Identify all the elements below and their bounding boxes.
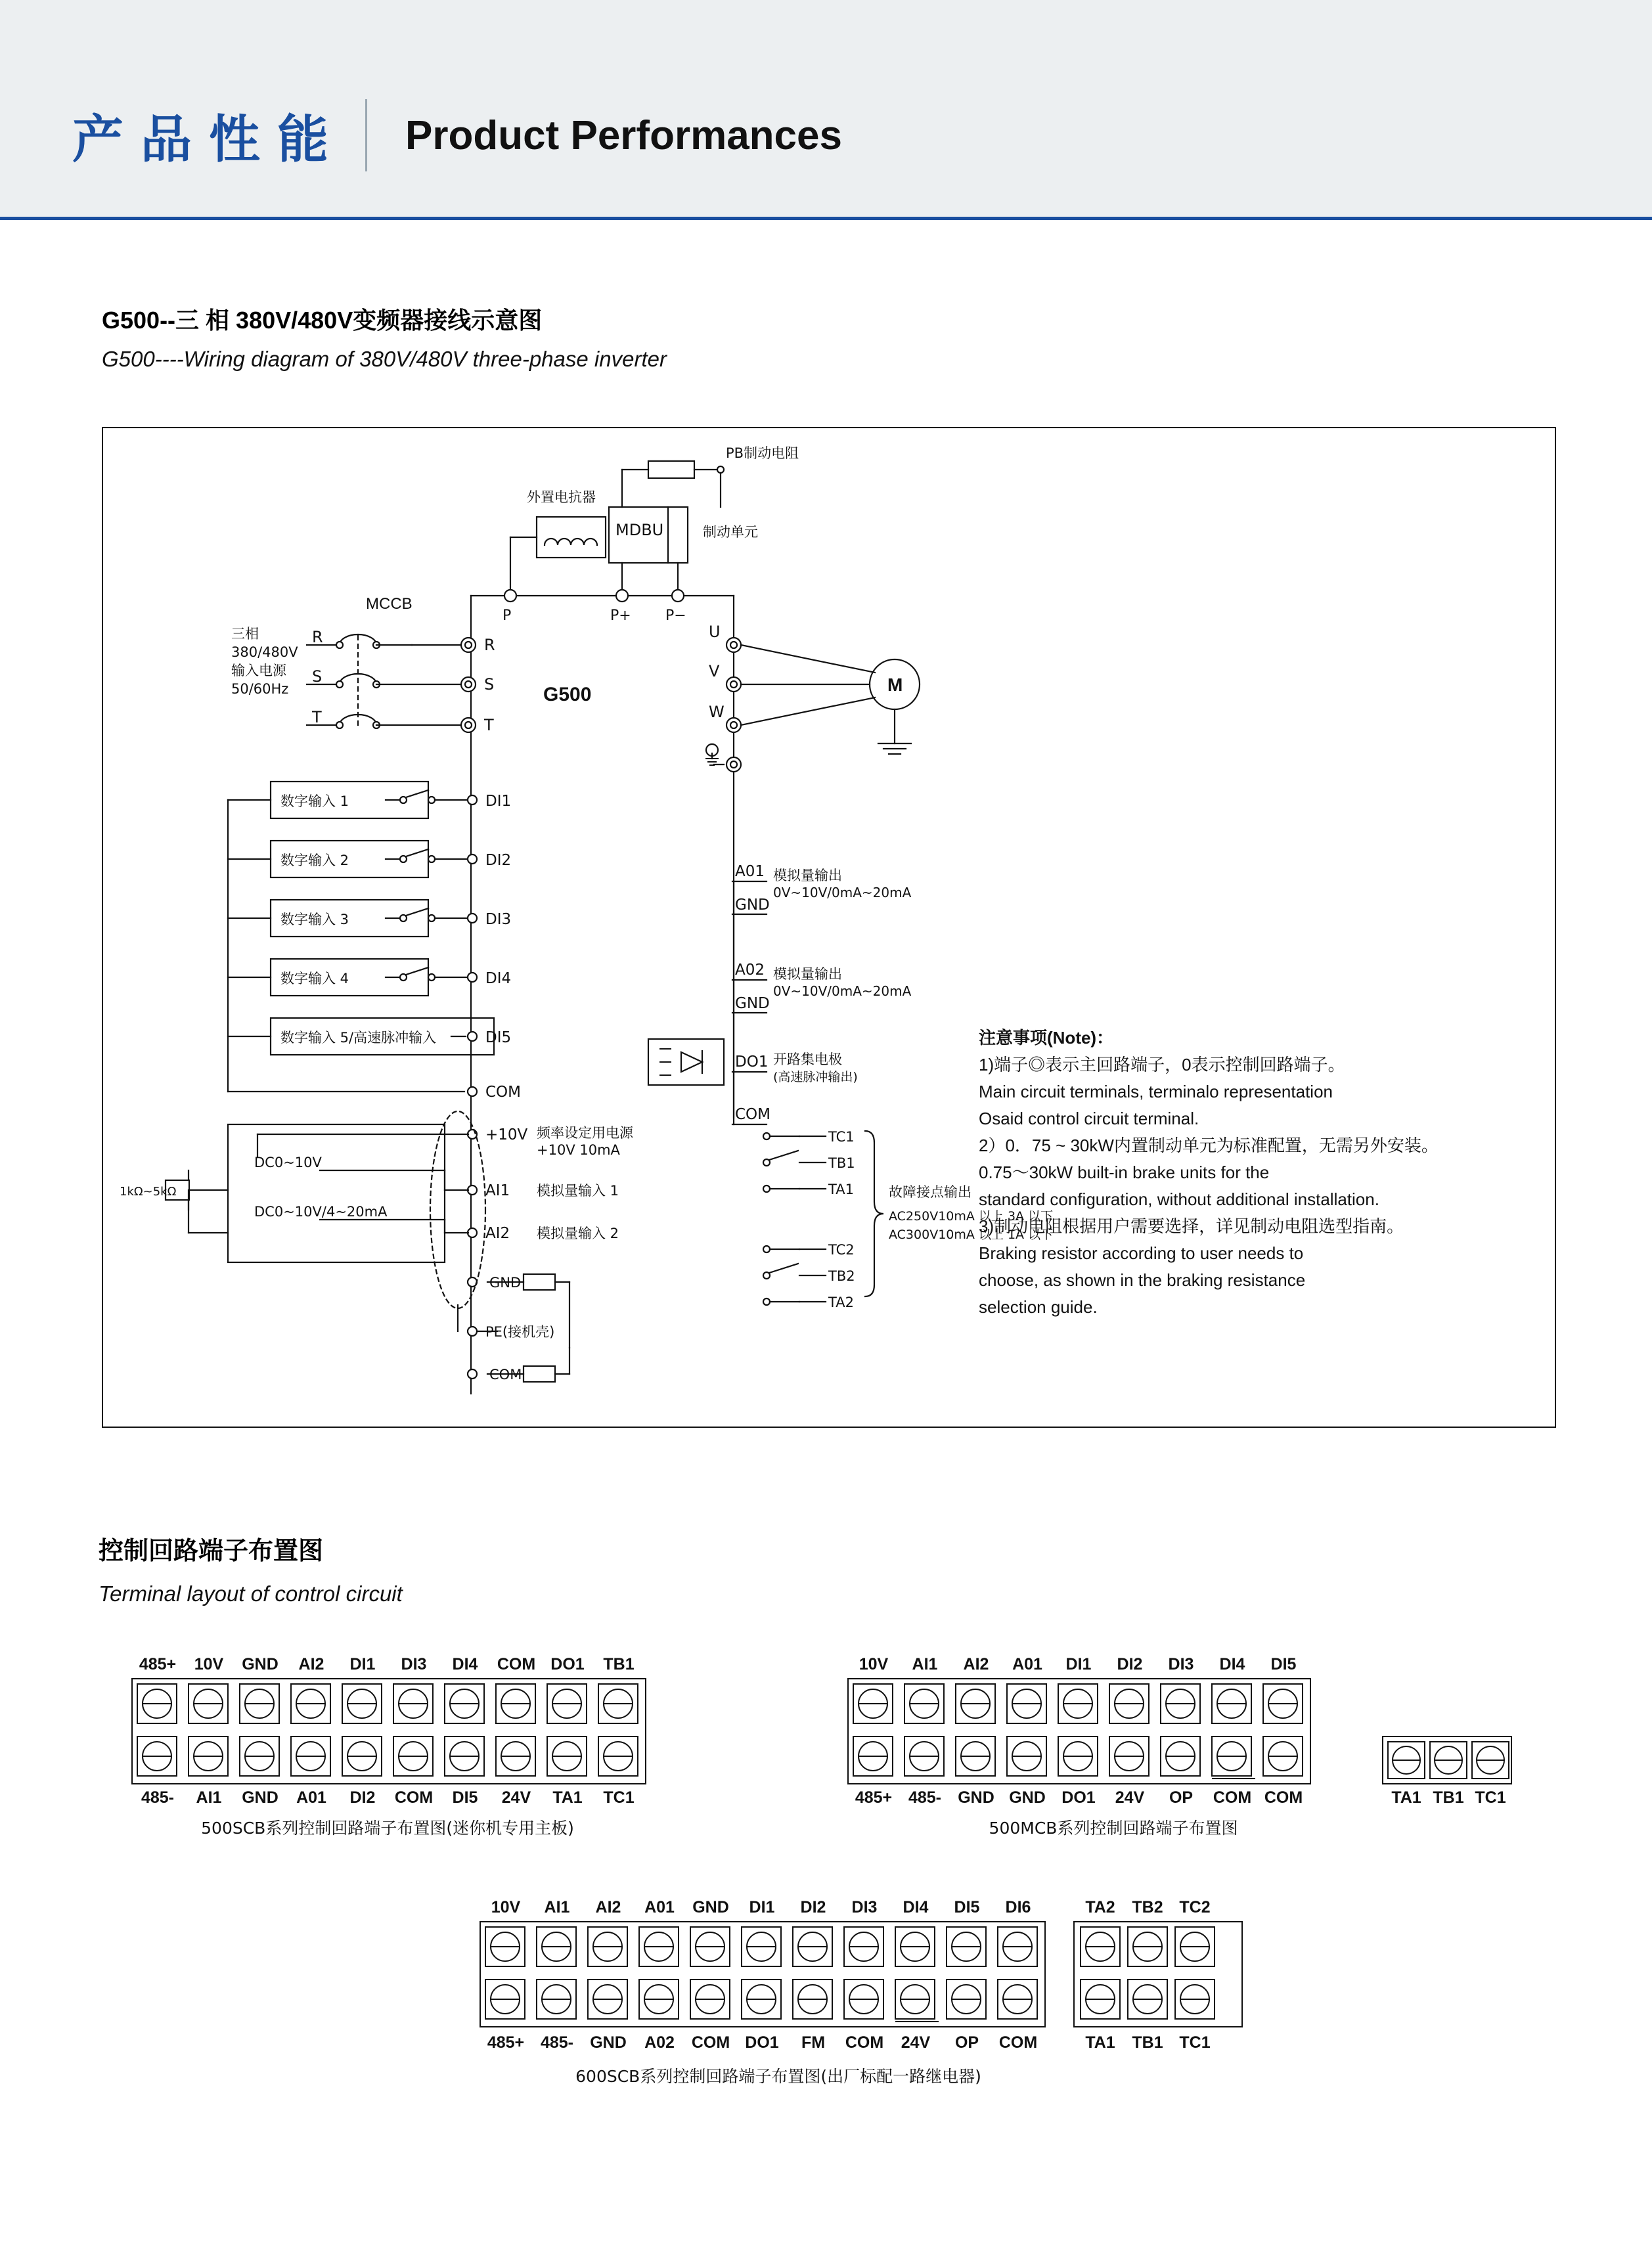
b1-bot-3: A01 xyxy=(296,1788,326,1807)
label-PE: PE(接机壳) xyxy=(485,1324,555,1340)
b2-top-8: DI5 xyxy=(1270,1655,1297,1673)
b2-top-2: AI2 xyxy=(963,1655,989,1673)
b2-bot-0: 485+ xyxy=(855,1788,893,1807)
b3-botr-0: TA1 xyxy=(1085,2033,1115,2052)
b1-top-2: GND xyxy=(242,1655,279,1673)
b3-top-7: DI3 xyxy=(851,1898,878,1916)
b2-botr-1: TB1 xyxy=(1433,1788,1464,1807)
label-U: U xyxy=(709,623,721,641)
b3-top-8: DI4 xyxy=(903,1898,929,1916)
b1-caption: 500SCB系列控制回路端子布置图(迷你机专用主板) xyxy=(201,1819,574,1838)
note-title: 注意事项(Note)： xyxy=(979,1028,1114,1048)
b3-topr-1: TB2 xyxy=(1132,1898,1163,1916)
terminal-block-500scb xyxy=(122,1655,700,1855)
label-dc2: DC0~10V/4~20mA xyxy=(254,1204,388,1220)
label-motor: M xyxy=(887,675,903,695)
label-terminal-R: R xyxy=(484,636,495,654)
b2-bot-2: GND xyxy=(958,1788,994,1807)
label-COM-di: COM xyxy=(485,1084,522,1101)
b1-top-5: DI3 xyxy=(401,1655,427,1673)
label-ao1-note1: 模拟量输出 xyxy=(773,868,842,883)
label-terminal-T: T xyxy=(484,716,494,734)
b1-bot-5: COM xyxy=(394,1788,434,1807)
b2-botr-2: TC1 xyxy=(1475,1788,1506,1807)
section2-title-cn: 控制回路端子布置图 xyxy=(99,1538,324,1565)
label-src2: 380/480V xyxy=(231,644,298,660)
terminal-layout-section xyxy=(102,1655,1553,2167)
banner-rule xyxy=(0,217,1652,220)
b3-bot-9: OP xyxy=(954,2033,979,2052)
b1-bot-0: 485- xyxy=(141,1788,175,1807)
b3-bot-2: GND xyxy=(590,2033,627,2052)
label-COM-bottom: COM xyxy=(489,1367,522,1383)
label-ao2-note1: 模拟量输出 xyxy=(773,966,842,982)
label-resistance: 1kΩ~5kΩ xyxy=(120,1185,177,1199)
b3-botr-2: TC1 xyxy=(1179,2033,1211,2052)
label-A02: A02 xyxy=(735,962,765,979)
b3-top-0: 10V xyxy=(491,1898,521,1916)
b1-top-9: TB1 xyxy=(603,1655,635,1673)
label-P: P xyxy=(502,608,512,624)
b2-top-0: 10V xyxy=(859,1655,889,1673)
b3-bot-6: FM xyxy=(801,2033,826,2052)
label-relay-spec1: AC250V10mA 以上 3A 以下 xyxy=(889,1209,1054,1224)
note-line-4: 2）0．75 ~ 30kW内置制动单元为标准配置，无需另外安装。 xyxy=(979,1136,1439,1155)
b3-topr-2: TC2 xyxy=(1179,1898,1211,1916)
label-10V: +10V xyxy=(485,1126,528,1143)
label-10v-note1: 频率设定用电源 xyxy=(537,1125,633,1141)
label-src4: 50/60Hz xyxy=(231,681,289,697)
terminal-block-500mcb xyxy=(837,1655,1534,1855)
b2-top-4: DI1 xyxy=(1065,1655,1092,1673)
label-di3: 数字输入 3 xyxy=(280,912,349,927)
b1-top-6: DI4 xyxy=(452,1655,478,1673)
label-GND: GND xyxy=(489,1275,522,1291)
label-di5: 数字输入 5/高速脉冲输入 xyxy=(280,1030,437,1046)
b2-botr-0: TA1 xyxy=(1391,1788,1421,1807)
b3-top-10: DI6 xyxy=(1005,1898,1031,1916)
b1-bot-7: 24V xyxy=(501,1788,531,1807)
note-line-9: choose, as shown in the braking resistance xyxy=(979,1270,1306,1290)
b2-top-7: DI4 xyxy=(1219,1655,1245,1673)
b1-top-0: 485+ xyxy=(139,1655,177,1673)
b1-bot-1: AI1 xyxy=(196,1788,222,1807)
page-header-banner xyxy=(0,0,1652,217)
label-terminal-S: S xyxy=(484,675,495,694)
section2-title-en: Terminal layout of control circuit xyxy=(99,1582,403,1606)
label-DO1: DO1 xyxy=(735,1053,769,1071)
b3-botr-1: TB1 xyxy=(1132,2033,1163,2052)
b3-top-9: DI5 xyxy=(954,1898,980,1916)
label-pb: PB制动电阻 xyxy=(726,445,799,461)
b3-top-3: A01 xyxy=(644,1898,675,1916)
note-line-1: 1)端子◎表示主回路端子，0表示控制回路端子。 xyxy=(979,1055,1345,1074)
label-DI2: DI2 xyxy=(485,852,512,869)
label-P-minus: P− xyxy=(665,608,686,624)
label-A01: A01 xyxy=(735,863,765,880)
b2-bot-6: OP xyxy=(1169,1788,1194,1807)
label-COM-do: COM xyxy=(735,1106,771,1123)
label-GND-1: GND xyxy=(735,897,770,914)
label-do-note2: (高速脉冲输出) xyxy=(773,1070,858,1084)
b3-bot-8: 24V xyxy=(901,2033,931,2052)
label-TC1: TC1 xyxy=(828,1129,855,1145)
label-TC2: TC2 xyxy=(828,1242,855,1258)
label-TA2: TA2 xyxy=(828,1295,854,1310)
b3-top-6: DI2 xyxy=(800,1898,826,1916)
b3-bot-3: A02 xyxy=(644,2033,675,2052)
note-line-7: 3)制动电阻根据用户需要选择，详见制动电阻选型指南。 xyxy=(979,1216,1404,1236)
b1-bot-8: TA1 xyxy=(552,1788,583,1807)
b3-bot-4: COM xyxy=(691,2033,730,2052)
label-W: W xyxy=(709,703,725,721)
label-AI1: AI1 xyxy=(485,1182,510,1199)
b3-top-4: GND xyxy=(692,1898,729,1916)
b1-top-7: COM xyxy=(497,1655,536,1673)
label-P-plus: P+ xyxy=(610,608,631,624)
label-src3: 输入电源 xyxy=(231,663,286,678)
section1-title-cn: G500--三 相 380V/480V变频器接线示意图 xyxy=(102,307,543,334)
b3-caption: 600SCB系列控制回路端子布置图(出厂标配一路继电器) xyxy=(575,2067,981,2086)
b1-bot-9: TC1 xyxy=(603,1788,635,1807)
note-block xyxy=(979,1025,1498,1321)
label-device: G500 xyxy=(543,684,592,705)
banner-title-cn: 产品性能 xyxy=(72,110,346,169)
b3-top-1: AI1 xyxy=(544,1898,570,1916)
label-DI3: DI3 xyxy=(485,911,512,928)
label-di4: 数字输入 4 xyxy=(280,971,349,986)
b1-top-8: DO1 xyxy=(550,1655,585,1673)
b1-top-4: DI1 xyxy=(349,1655,376,1673)
note-line-2: Main circuit terminals, terminalo representation xyxy=(979,1082,1333,1101)
label-src1: 三相 xyxy=(231,626,259,642)
label-mdbu: MDBU xyxy=(615,521,664,539)
label-AI2: AI2 xyxy=(485,1225,510,1242)
label-di2: 数字输入 2 xyxy=(280,852,349,868)
label-mccb: MCCB xyxy=(366,595,413,613)
label-di1: 数字输入 1 xyxy=(280,793,349,809)
label-ao2-note2: 0V~10V/0mA~20mA xyxy=(773,983,912,999)
b2-bot-4: DO1 xyxy=(1061,1788,1096,1807)
b2-bot-8: COM xyxy=(1264,1788,1303,1807)
label-T: T xyxy=(312,708,322,726)
b2-caption: 500MCB系列控制回路端子布置图 xyxy=(989,1819,1238,1838)
banner-title-en: Product Performances xyxy=(405,112,843,158)
label-TA1: TA1 xyxy=(828,1182,854,1197)
b3-top-2: AI2 xyxy=(595,1898,621,1916)
section1-title-en: G500----Wiring diagram of 380V/480V three-phase inverter xyxy=(102,347,667,371)
b1-bot-4: DI2 xyxy=(349,1788,376,1807)
b1-top-3: AI2 xyxy=(298,1655,324,1673)
b2-bot-7: COM xyxy=(1213,1788,1252,1807)
b2-bot-5: 24V xyxy=(1115,1788,1145,1807)
b2-bot-3: GND xyxy=(1009,1788,1046,1807)
b3-bot-1: 485- xyxy=(540,2033,574,2052)
b1-top-1: 10V xyxy=(194,1655,224,1673)
note-line-6: standard configuration, without additional installation. xyxy=(979,1189,1379,1209)
label-do-note1: 开路集电极 xyxy=(773,1052,842,1067)
label-DI4: DI4 xyxy=(485,970,512,987)
b2-bot-1: 485- xyxy=(908,1788,942,1807)
label-reactor: 外置电抗器 xyxy=(527,489,596,505)
label-GND-2: GND xyxy=(735,995,770,1012)
b2-top-1: AI1 xyxy=(912,1655,938,1673)
banner-content xyxy=(72,99,842,172)
label-dc1: DC0~10V xyxy=(254,1155,322,1170)
b3-bot-7: COM xyxy=(845,2033,884,2052)
label-DI1: DI1 xyxy=(485,793,512,810)
b3-top-5: DI1 xyxy=(749,1898,775,1916)
label-relay-spec2: AC300V10mA 以上 1A 以下 xyxy=(889,1228,1054,1242)
label-TB1: TB1 xyxy=(828,1155,855,1171)
label-relay-note: 故障接点输出 xyxy=(889,1184,971,1200)
label-S: S xyxy=(312,667,323,686)
label-DI5: DI5 xyxy=(485,1029,512,1046)
b2-top-3: A01 xyxy=(1012,1655,1042,1673)
label-ai1-note: 模拟量输入 1 xyxy=(537,1183,619,1199)
banner-divider xyxy=(365,99,367,171)
b3-bot-5: DO1 xyxy=(745,2033,779,2052)
b3-bot-0: 485+ xyxy=(487,2033,525,2052)
note-line-5: 0.75～30kW built-in brake units for the xyxy=(979,1162,1270,1182)
terminal-block-600scb xyxy=(470,1898,1291,2112)
note-line-8: Braking resistor according to user needs to xyxy=(979,1243,1304,1263)
label-TB2: TB2 xyxy=(828,1268,855,1284)
label-V: V xyxy=(709,662,720,680)
label-R: R xyxy=(312,628,323,646)
b1-bot-2: GND xyxy=(242,1788,279,1807)
note-line-3: Osaid control circuit terminal. xyxy=(979,1109,1199,1128)
b3-bot-10: COM xyxy=(998,2033,1038,2052)
label-10v-note2: +10V 10mA xyxy=(537,1142,620,1158)
b2-top-6: DI3 xyxy=(1168,1655,1194,1673)
b2-top-5: DI2 xyxy=(1117,1655,1143,1673)
label-ai2-note: 模拟量输入 2 xyxy=(537,1226,619,1241)
note-line-10: selection guide. xyxy=(979,1297,1098,1317)
label-brake-unit: 制动单元 xyxy=(703,524,758,540)
b1-bot-6: DI5 xyxy=(452,1788,478,1807)
b3-topr-0: TA2 xyxy=(1085,1898,1115,1916)
label-ao1-note2: 0V~10V/0mA~20mA xyxy=(773,885,912,900)
